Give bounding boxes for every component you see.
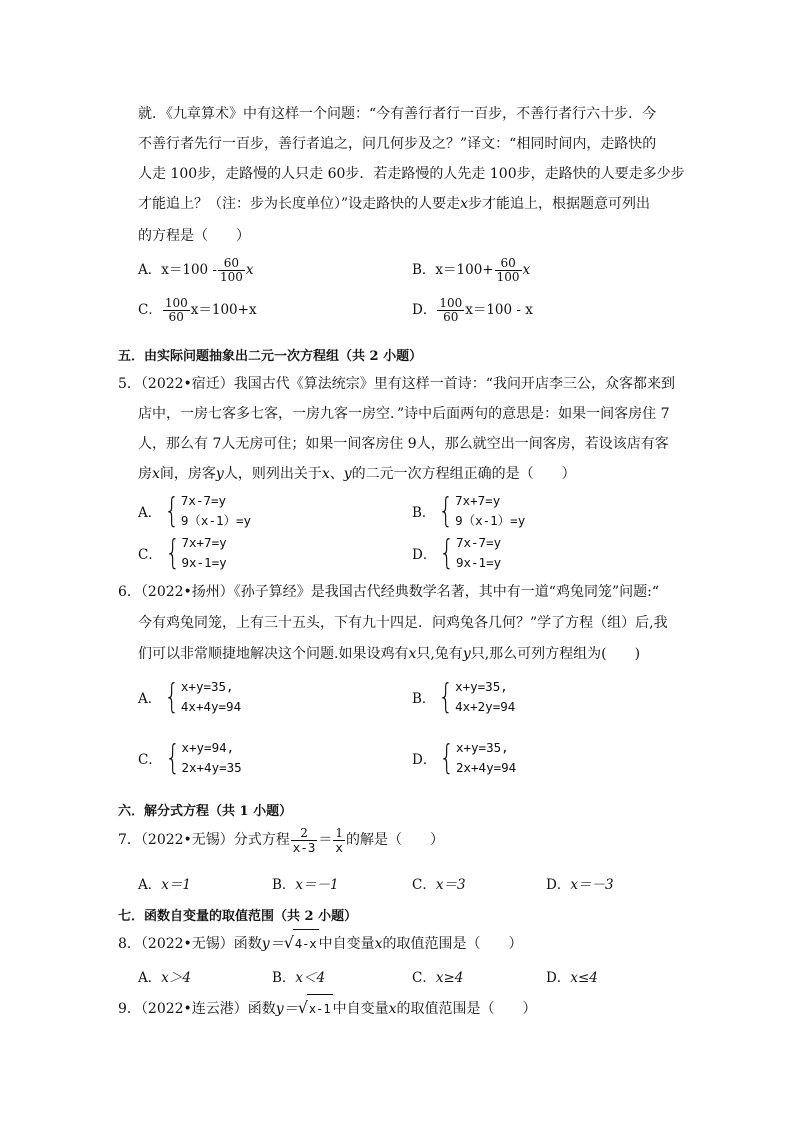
equals-sign: ＝: [318, 832, 333, 848]
q5-option-a[interactable]: [138, 491, 251, 531]
option-label: B．: [412, 691, 436, 707]
q9-prefix: 9．（2022•连云港）函数: [118, 1001, 276, 1017]
fraction-denominator: x-3: [292, 839, 316, 855]
q8-func: y＝: [261, 936, 284, 952]
q6-var-x: x: [408, 646, 417, 662]
equations: [455, 677, 515, 717]
left-brace-icon: {: [439, 533, 455, 573]
q4-option-b[interactable]: [412, 257, 530, 284]
q8-option-b[interactable]: [272, 966, 325, 986]
fraction: [495, 257, 522, 284]
option-label: C．: [412, 877, 436, 893]
equation-1: x+y=35,: [455, 740, 509, 755]
q8-var: x: [374, 936, 383, 952]
option-text: x≥4: [435, 970, 464, 986]
option-label: A．: [138, 505, 162, 521]
option-text: x＝－1: [295, 877, 339, 893]
equation-2: 4x+2y=94: [455, 699, 516, 714]
q6-line-1: 6．（2022•扬州）《孙子算经》是我国古代经典数学名著，其中有一道“鸡兔同笼”问题:“: [118, 584, 659, 600]
q8-option-d[interactable]: [546, 966, 598, 986]
equation-1: x+y=35,: [180, 679, 234, 694]
equation-system: [138, 533, 227, 573]
option-label: C．: [138, 752, 162, 768]
equations: [456, 738, 516, 778]
option-tail: x＝100+x: [190, 302, 257, 318]
q5-text-d: 、: [329, 466, 344, 482]
equation-1: 7x-7=y: [180, 493, 227, 508]
fraction-numerator: 1: [335, 825, 344, 840]
equation-2: 9（x-1）=y: [180, 513, 252, 528]
fraction: [437, 297, 464, 324]
q5-text-c: 人，则列出关于: [223, 466, 322, 482]
option-text: x＝－3: [570, 877, 614, 893]
equation-1: 7x-7=y: [455, 535, 502, 550]
equation-2: 9x-1=y: [455, 555, 502, 570]
q4-line-5: 的方程是（ ）: [138, 228, 250, 244]
option-tail: x＝100 - x: [465, 302, 533, 318]
q5-option-b[interactable]: [412, 491, 525, 531]
option-text: x＝3: [435, 877, 466, 893]
q8-mid: 中自变量: [318, 936, 375, 952]
q6-line-3: [138, 640, 640, 668]
q7-prefix: 7．（2022•无锡）分式方程: [118, 832, 290, 848]
equation-1: x+y=94,: [181, 740, 235, 755]
section-heading-5: 五．由实际问题抽象出二元一次方程组（共 2 小题）: [118, 349, 423, 364]
fraction-numerator: 60: [218, 257, 245, 271]
q5-line-4: [138, 460, 576, 488]
q5-var-x: x: [152, 466, 160, 482]
fraction: [291, 827, 318, 854]
fraction-numerator: 100: [164, 296, 188, 310]
equation-2: 4x+4y=94: [180, 699, 242, 714]
q7-option-d[interactable]: [546, 873, 614, 893]
q9-mid: 中自变量: [332, 1001, 389, 1017]
left-brace-icon: {: [439, 738, 455, 778]
equation-1: 7x+7=y: [181, 535, 227, 550]
q6-option-b[interactable]: [412, 677, 515, 717]
q5-option-d[interactable]: [412, 533, 501, 573]
q6-option-c[interactable]: [138, 738, 242, 778]
option-label: A．: [138, 691, 162, 707]
fraction-denominator: 60: [443, 310, 459, 324]
fraction-denominator: 100: [219, 270, 243, 284]
q4-line-2: 不善行者先行一百步，善行者追之，问几何步及之？”译文：“相同时间内，走路快的: [138, 136, 657, 152]
option-tail: x: [522, 262, 531, 278]
option-tail: x: [245, 262, 254, 278]
equation-2: 2x+4y=35: [181, 760, 242, 775]
equation-2: 9（x-1）=y: [455, 513, 526, 528]
equations: [181, 738, 241, 778]
q6-option-a[interactable]: [138, 677, 241, 717]
option-label: C．: [412, 970, 436, 986]
fraction: [163, 297, 190, 324]
option-label: D．: [546, 970, 571, 986]
q8-prefix: 8．（2022•无锡）函数: [118, 936, 262, 952]
q4-option-d[interactable]: [412, 297, 533, 324]
equation-system: [412, 738, 516, 778]
q7-stem: [118, 826, 444, 854]
q5-var-y2: y: [343, 466, 352, 482]
q4-line-3: 人走 100步，走路慢的人只走 60步．若走路慢的人先走 100步，走路快的人要走多少步: [138, 166, 685, 182]
q7-option-a[interactable]: [138, 873, 191, 893]
fraction-denominator: x: [335, 839, 343, 855]
equation-2: 9x-1=y: [181, 555, 227, 570]
q4-option-c[interactable]: [138, 297, 257, 324]
section-heading-7: 七．函数自变量的取值范围（共 2 小题）: [118, 909, 358, 924]
left-brace-icon: {: [165, 533, 181, 573]
option-label: B．: [272, 877, 296, 893]
q6-text-a: 们可以非常顺捷地解决这个问题.如果设鸡有: [138, 646, 409, 662]
equation-system: [138, 491, 251, 531]
q4-line-4-text-a: 才能追上？（注：步为长度单位）”设走路快的人要走: [138, 196, 461, 212]
q7-option-b[interactable]: [272, 873, 339, 893]
q8-suffix: 的取值范围是（ ）: [382, 936, 523, 952]
q4-option-a[interactable]: [138, 257, 254, 284]
equations: [181, 677, 241, 717]
q6-text-b: 只,兔有: [416, 646, 463, 662]
equations: [181, 491, 251, 531]
equation-1: 7x+7=y: [455, 493, 501, 508]
fraction-numerator: 2: [291, 827, 318, 841]
equations: [455, 491, 525, 531]
q5-line-2: 店中，一房七客多七客，一房九客一房空．”诗中后面两句的意思是：如果一间客房住 7: [138, 406, 670, 422]
option-label: A．: [138, 877, 162, 893]
q8-stem: [118, 929, 523, 958]
fraction: [333, 827, 345, 854]
option-label: D．: [412, 752, 437, 768]
option-lhs: x＝100 -: [161, 262, 217, 278]
option-label: C．: [138, 302, 162, 318]
q6-option-d[interactable]: [412, 738, 516, 778]
q5-line-1: 5．（2022•宿迁）我国古代《算法统宗》里有这样一首诗：“我问开店李三公，众客都来到: [118, 376, 675, 392]
q8-option-a[interactable]: [138, 966, 191, 986]
option-text: x＜4: [295, 970, 326, 986]
q9-stem: [118, 994, 537, 1023]
equation-system: [412, 677, 515, 717]
equation-system: [412, 491, 525, 531]
radicand: 4-x: [293, 929, 319, 958]
equation-2: 2x+4y=94: [455, 760, 517, 775]
option-label: A．: [138, 262, 162, 278]
q5-var-x2: x: [321, 466, 330, 482]
option-text: x＝1: [161, 877, 191, 893]
q9-suffix: 的取值范围是（ ）: [396, 1001, 537, 1017]
fraction-denominator: 100: [496, 270, 520, 284]
radicand: x-1: [307, 994, 333, 1023]
q5-var-y: y: [215, 466, 224, 482]
left-brace-icon: {: [438, 677, 454, 717]
q4-line-4-text-b: 步才能追上，根据题意可列出: [468, 196, 651, 212]
q8-option-c[interactable]: [412, 966, 463, 986]
fraction-numerator: 100: [439, 296, 463, 310]
option-label: C．: [138, 547, 162, 563]
option-label: D．: [412, 302, 437, 318]
q5-text-b: 间，房客: [159, 466, 216, 482]
option-text: x＞4: [161, 970, 191, 986]
q6-line-2: 今有鸡兔同笼，上有三十五头，下有九十四足．问鸡兔各几何？”学了方程（组）后,我: [138, 615, 668, 631]
q6-text-c: 只,那么可列方程组为( ): [470, 646, 641, 662]
q4-var-x: x: [460, 196, 469, 212]
sqrt-icon: √: [297, 998, 308, 1017]
left-brace-icon: {: [438, 491, 454, 531]
section-heading-6: 六．解分式方程（共 1 小题）: [118, 804, 293, 819]
q7-suffix: 的解是（ ）: [346, 832, 445, 848]
sqrt-icon: √: [283, 933, 294, 952]
q5-text-a: 房: [138, 466, 152, 482]
left-brace-icon: {: [165, 738, 181, 778]
q9-var: x: [388, 1001, 397, 1017]
q4-line-4: [138, 190, 650, 218]
equations: [181, 533, 226, 573]
option-label: D．: [412, 547, 437, 563]
equation-system: [138, 738, 242, 778]
q5-text-e: 的二元一次方程组正确的是（ ）: [351, 466, 576, 482]
left-brace-icon: {: [164, 491, 180, 531]
q9-func: y＝: [275, 1001, 298, 1017]
equation-system: [138, 677, 241, 717]
fraction-denominator: 60: [168, 310, 184, 324]
q5-line-3: 人，那么有 7人无房可住；如果一间客房住 9人，那么就空出一间客房，若设该店有客: [138, 436, 669, 452]
option-label: A．: [138, 970, 162, 986]
fraction-numerator: 60: [495, 257, 522, 271]
option-label: B．: [412, 262, 436, 278]
option-label: B．: [272, 970, 296, 986]
q5-option-c[interactable]: [138, 533, 227, 573]
option-text: x≤4: [570, 970, 598, 986]
equations: [456, 533, 501, 573]
q7-option-c[interactable]: [412, 873, 466, 893]
q4-line-1: 就．《九章算术》中有这样一个问题：“今有善行者行一百步，不善行者行六十步．今: [138, 106, 657, 122]
option-lhs: x＝100+: [435, 262, 494, 278]
option-label: B．: [412, 505, 436, 521]
equation-1: x+y=35,: [455, 679, 508, 694]
equation-system: [412, 533, 501, 573]
left-brace-icon: {: [164, 677, 180, 717]
option-label: D．: [546, 877, 571, 893]
fraction: [218, 257, 245, 284]
q6-var-y: y: [462, 646, 471, 662]
